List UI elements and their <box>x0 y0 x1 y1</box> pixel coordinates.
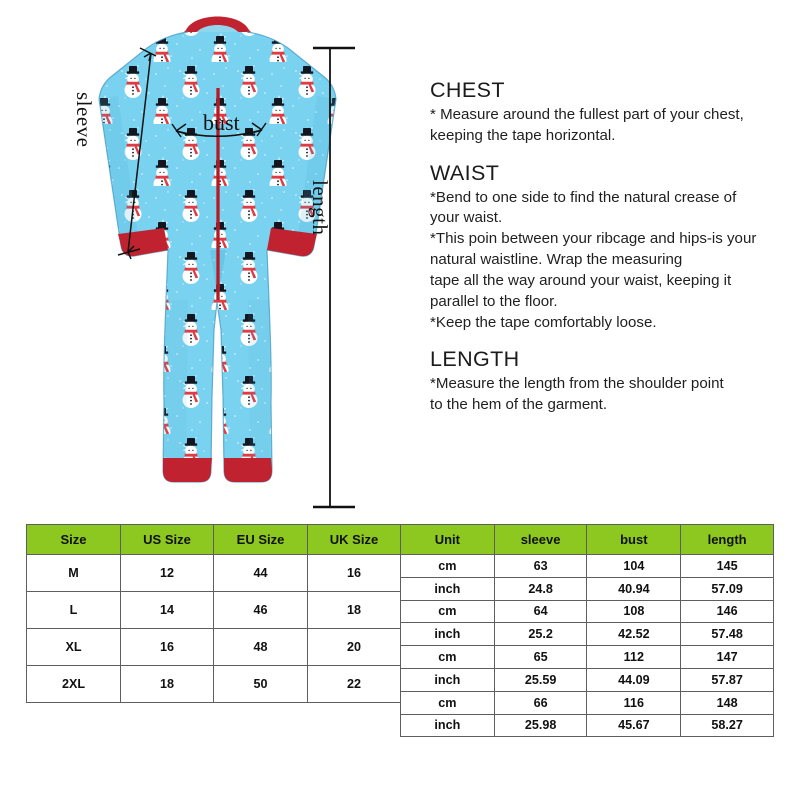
waist-line-5: tape all the way around your waist, keeping it <box>430 271 732 289</box>
cell-bust: 44.09 <box>587 668 681 691</box>
cell-uk: 18 <box>308 592 401 629</box>
cell-size: M <box>27 555 121 592</box>
garment-svg <box>0 0 420 515</box>
table-row <box>27 629 401 666</box>
waist-body <box>430 188 780 334</box>
cell-size: L <box>27 592 121 629</box>
cell-length: 57.87 <box>681 668 774 691</box>
cell-sleeve: 66 <box>494 691 587 714</box>
cell-length: 147 <box>681 646 774 669</box>
length-measure-label: length <box>308 180 332 236</box>
header-unit: Unit <box>401 525 495 555</box>
table-row <box>401 714 774 737</box>
waist-heading: WAIST <box>430 160 500 185</box>
instruction-block-length <box>430 347 780 416</box>
cell-unit: inch <box>401 714 495 737</box>
table-row <box>401 623 774 646</box>
cell-unit: cm <box>401 600 495 623</box>
header-size: Size <box>27 525 121 555</box>
table-row <box>401 600 774 623</box>
sleeve-measure-label: sleeve <box>72 92 96 148</box>
cell-length: 57.48 <box>681 623 774 646</box>
length-heading: LENGTH <box>430 347 520 372</box>
cell-bust: 116 <box>587 691 681 714</box>
cell-size: 2XL <box>27 666 121 703</box>
cell-uk: 22 <box>308 666 401 703</box>
waist-line-6: parallel to the floor. <box>430 292 558 310</box>
table-row <box>27 592 401 629</box>
cell-length: 146 <box>681 600 774 623</box>
waist-line-1: *Bend to one side to find the natural crease of <box>430 188 737 206</box>
instruction-block-waist <box>430 161 780 334</box>
cell-sleeve: 25.98 <box>494 714 587 737</box>
cell-length: 58.27 <box>681 714 774 737</box>
cell-unit: inch <box>401 623 495 646</box>
garment-illustration <box>0 0 420 515</box>
cell-unit: inch <box>401 668 495 691</box>
cell-unit: cm <box>401 555 495 578</box>
cell-sleeve: 24.8 <box>494 577 587 600</box>
cell-us: 16 <box>121 629 214 666</box>
cell-sleeve: 25.59 <box>494 668 587 691</box>
waist-line-3: *This poin between your ribcage and hips-is your <box>430 230 757 248</box>
cell-bust: 45.67 <box>587 714 681 737</box>
length-line-1: *Measure the length from the shoulder point <box>430 375 724 393</box>
waist-line-2: your waist. <box>430 209 503 227</box>
waist-line-7: *Keep the tape comfortably loose. <box>430 313 657 331</box>
table-row <box>401 668 774 691</box>
cell-size: XL <box>27 629 121 666</box>
table-header-row <box>401 525 774 555</box>
cell-sleeve: 64 <box>494 600 587 623</box>
cell-us: 14 <box>121 592 214 629</box>
header-bust: bust <box>587 525 681 555</box>
header-eu-size: EU Size <box>214 525 308 555</box>
waist-line-4: natural waistline. Wrap the measuring <box>430 251 683 269</box>
header-uk-size: UK Size <box>308 525 401 555</box>
cell-us: 12 <box>121 555 214 592</box>
cell-unit: cm <box>401 646 495 669</box>
chest-body <box>430 105 780 147</box>
table-row <box>401 555 774 578</box>
measuring-instructions <box>430 78 780 430</box>
length-line-2: to the hem of the garment. <box>430 396 608 414</box>
chest-line-2: keeping the tape horizontal. <box>430 126 616 144</box>
cell-unit: cm <box>401 691 495 714</box>
cell-us: 18 <box>121 666 214 703</box>
cell-bust: 40.94 <box>587 577 681 600</box>
chest-heading: CHEST <box>430 78 505 102</box>
table-row <box>401 646 774 669</box>
table-row <box>27 666 401 703</box>
cell-unit: inch <box>401 577 495 600</box>
header-sleeve: sleeve <box>494 525 587 555</box>
cell-eu: 46 <box>214 592 308 629</box>
size-table-right <box>400 524 774 737</box>
instruction-block-chest <box>430 78 780 147</box>
cell-bust: 104 <box>587 555 681 578</box>
cell-uk: 20 <box>308 629 401 666</box>
cell-bust: 42.52 <box>587 623 681 646</box>
cell-length: 148 <box>681 691 774 714</box>
garment-ankle-cuffs <box>163 458 272 482</box>
cell-eu: 44 <box>214 555 308 592</box>
bust-measure-label: bust <box>203 110 240 135</box>
header-us-size: US Size <box>121 525 214 555</box>
size-table-left <box>26 524 401 703</box>
cell-sleeve: 63 <box>494 555 587 578</box>
chest-line-1: * Measure around the fullest part of your chest, <box>430 106 744 123</box>
garment-body <box>90 20 350 500</box>
cell-length: 57.09 <box>681 577 774 600</box>
table-row <box>401 691 774 714</box>
table-row <box>27 555 401 592</box>
cell-sleeve: 25.2 <box>494 623 587 646</box>
table-header-row <box>27 525 401 555</box>
cell-uk: 16 <box>308 555 401 592</box>
length-body <box>430 374 780 416</box>
table-row <box>401 577 774 600</box>
header-length: length <box>681 525 774 555</box>
cell-length: 145 <box>681 555 774 578</box>
cell-bust: 112 <box>587 646 681 669</box>
cell-bust: 108 <box>587 600 681 623</box>
cell-eu: 48 <box>214 629 308 666</box>
cell-eu: 50 <box>214 666 308 703</box>
cell-sleeve: 65 <box>494 646 587 669</box>
